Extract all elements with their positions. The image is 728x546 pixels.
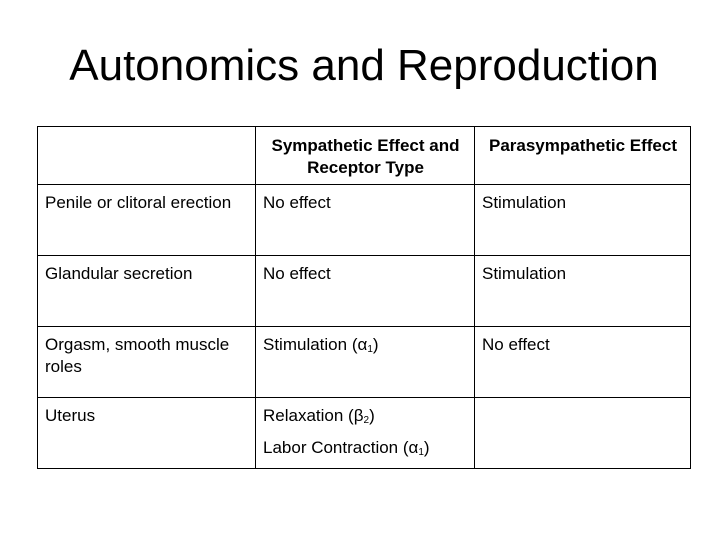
table-row bbox=[38, 256, 691, 327]
organ-cell: Orgasm, smooth muscle roles bbox=[38, 327, 256, 398]
table-row bbox=[38, 185, 691, 256]
sympathetic-cell bbox=[256, 327, 475, 398]
parasympathetic-cell: Stimulation bbox=[475, 256, 691, 327]
receptor-subscript: 2 bbox=[363, 415, 370, 426]
sympathetic-line-2 bbox=[263, 437, 468, 459]
sympathetic-cell bbox=[256, 398, 475, 469]
sympathetic-line-1 bbox=[263, 406, 375, 425]
header-organ bbox=[38, 127, 256, 185]
receptor-subscript: 1 bbox=[418, 447, 424, 458]
table-row bbox=[38, 327, 691, 398]
receptor-subscript: 1 bbox=[367, 344, 373, 355]
parasympathetic-cell: No effect bbox=[475, 327, 691, 398]
autonomics-table bbox=[37, 126, 691, 469]
sympathetic-text: Labor Contraction (α bbox=[263, 438, 419, 457]
organ-cell: Uterus bbox=[38, 398, 256, 469]
sympathetic-text: Relaxation (β bbox=[263, 406, 364, 425]
sympathetic-close: ) bbox=[423, 438, 430, 457]
sympathetic-cell: No effect bbox=[256, 185, 475, 256]
table-header-row bbox=[38, 127, 691, 185]
header-parasympathetic: Parasympathetic Effect bbox=[475, 127, 691, 185]
header-sympathetic: Sympathetic Effect and Receptor Type bbox=[256, 127, 475, 185]
parasympathetic-cell bbox=[475, 398, 691, 469]
sympathetic-text: Stimulation (α bbox=[263, 335, 368, 354]
sympathetic-close: ) bbox=[369, 406, 375, 425]
sympathetic-close: ) bbox=[372, 335, 379, 354]
parasympathetic-cell: Stimulation bbox=[475, 185, 691, 256]
table-row bbox=[38, 398, 691, 469]
organ-cell: Glandular secretion bbox=[38, 256, 256, 327]
sympathetic-cell: No effect bbox=[256, 256, 475, 327]
page-title: Autonomics and Reproduction bbox=[69, 41, 659, 90]
organ-cell: Penile or clitoral erection bbox=[38, 185, 256, 256]
